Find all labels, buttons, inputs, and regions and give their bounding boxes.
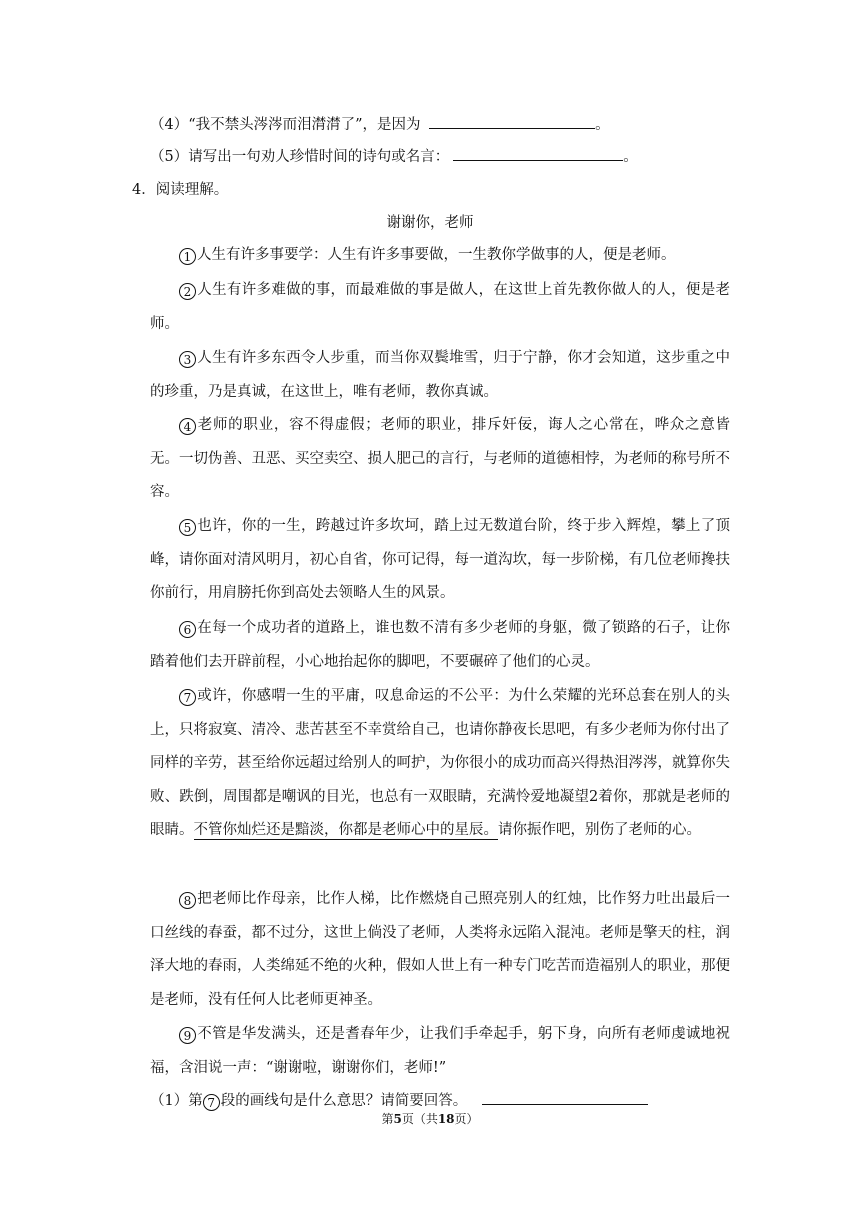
- paragraph-7: [150, 680, 730, 848]
- paragraph-text-after: 请你振作吧，别伤了老师的心。: [498, 822, 701, 838]
- paragraph-text: 人生有许多事要学：人生有许多事要做，一生教你学做事的人，便是老师。: [197, 247, 676, 263]
- paragraph-text: 人生有许多东西令人步重，而当你双鬓堆雪，归于宁静，你才会知道，这步重之中的珍重，乃是真诚，在这世上，唯有老师，教你真诚。: [150, 350, 730, 400]
- section-heading: [132, 180, 228, 200]
- paragraph-text: 在每一个成功者的道路上，谁也数不清有多少老师的身躯，微了锁路的石子，让你踏着他们去开辟前程，小心地抬起你的脚吧，不要碾碎了他们的心灵。: [150, 620, 730, 670]
- paragraph-number: 5: [179, 519, 196, 536]
- paragraph-text: 也许，你的一生，跨越过许多坎坷，踏上过无数道台阶，终于步入辉煌，攀上了顶峰，请你面对清风明月，初心自省，你可记得，每一道沟坎，每一步阶梯，有几位老师搀扶你前行，用肩膀托你到高处去领略人生的风景。: [150, 518, 730, 601]
- paragraph-2: [150, 274, 730, 341]
- question-4: [150, 113, 610, 135]
- paragraph-text: 不管是华发满头，还是耆春年少，让我们手牵起手，躬下身，向所有老师虔诚地祝福，含泪说一声：“谢谢啦，谢谢你们，老师!”: [150, 1026, 730, 1076]
- answer-blank-q1[interactable]: [482, 1089, 648, 1105]
- question-4-label: （4）“我不禁头涔涔而泪潸潸了”，是因为: [150, 117, 421, 133]
- paragraph-3: [150, 342, 730, 409]
- question-5-label: （5）请写出一句劝人珍惜时间的诗句或名言：: [150, 149, 450, 165]
- paragraph-1: [150, 239, 730, 273]
- answer-blank-q5[interactable]: [453, 145, 623, 161]
- paragraph-5: [150, 510, 730, 611]
- question-1: [150, 1089, 648, 1111]
- page-number: 5: [393, 1112, 402, 1126]
- article-title: 谢谢你，老师: [386, 215, 474, 231]
- answer-blank-q4[interactable]: [429, 113, 595, 129]
- paragraph-number: 4: [179, 418, 196, 435]
- paragraph-number: 7: [179, 689, 196, 706]
- question-4-tail: 。: [595, 117, 610, 133]
- paragraph-4: [150, 409, 730, 510]
- page-footer: [0, 1111, 860, 1127]
- total-pages: 18: [437, 1112, 455, 1126]
- paragraph-text: 人生有许多难做的事，而最难做的事是做人，在这世上首先教你做人的人，便是老师。: [150, 282, 730, 332]
- paragraph-8: [150, 883, 730, 1017]
- section-number: 4．: [132, 182, 156, 198]
- question-1-prefix: （1）第: [150, 1093, 203, 1109]
- paragraph-text: 老师的职业，容不得虚假；老师的职业，排斥奸佞，诲人之心常在，哗众之意皆无。一切伪善、丑恶、买空卖空、损人肥己的言行，与老师的道德相悖，为老师的称号所不容。: [150, 417, 730, 500]
- paragraph-number: 2: [179, 283, 196, 300]
- paragraph-text: 或许，你感喟一生的平庸，叹息命运的不公平：为什么荣耀的光环总套在别人的头上，只将寂寞、清冷、悲苦甚至不幸赏给自己，也请你静夜长思吧，有多少老师为你付出了同样的辛劳，甚至给你远超过给别人的呵护，为你很小的成功而高兴得热泪涔涔，就算你失败、跌倒，周围都是嘲讽的目光，也总有一双眼睛，充满怜爱地凝望2着你，那就是老师的眼睛。: [150, 688, 730, 838]
- paragraph-text: 把老师比作母亲，比作人梯，比作燃烧自己照亮别人的红烛，比作努力吐出最后一口丝线的春蚕，都不过分，这世上倘没了老师，人类将永远陷入混沌。老师是擎天的柱，润泽大地的春雨，人类绵延不绝的火种，假如人世上有一种专门吃苦而造福别人的职业，那便是老师，没有任何人比老师更神圣。: [150, 891, 730, 1008]
- question-1-suffix: 段的画线句是什么意思？请简要回答。: [220, 1093, 468, 1109]
- paragraph-number: 1: [179, 248, 196, 265]
- paragraph-number: 8: [179, 892, 196, 909]
- footer-prefix: 第: [381, 1112, 394, 1126]
- section-title: 阅读理解。: [155, 182, 229, 198]
- paragraph-9: [150, 1018, 730, 1085]
- footer-middle: 页（共: [401, 1112, 438, 1126]
- paragraph-number: 6: [179, 621, 196, 638]
- paragraph-number: 9: [179, 1027, 196, 1044]
- footer-suffix: 页）: [454, 1112, 479, 1126]
- underlined-sentence: 不管你灿烂还是黯淡，你都是老师心中的星辰。: [193, 822, 498, 838]
- question-5: [150, 145, 638, 167]
- paragraph-number: 3: [179, 351, 196, 368]
- paragraph-ref-number: 7: [203, 1094, 220, 1111]
- question-5-tail: 。: [623, 149, 638, 165]
- paragraph-6: [150, 612, 730, 679]
